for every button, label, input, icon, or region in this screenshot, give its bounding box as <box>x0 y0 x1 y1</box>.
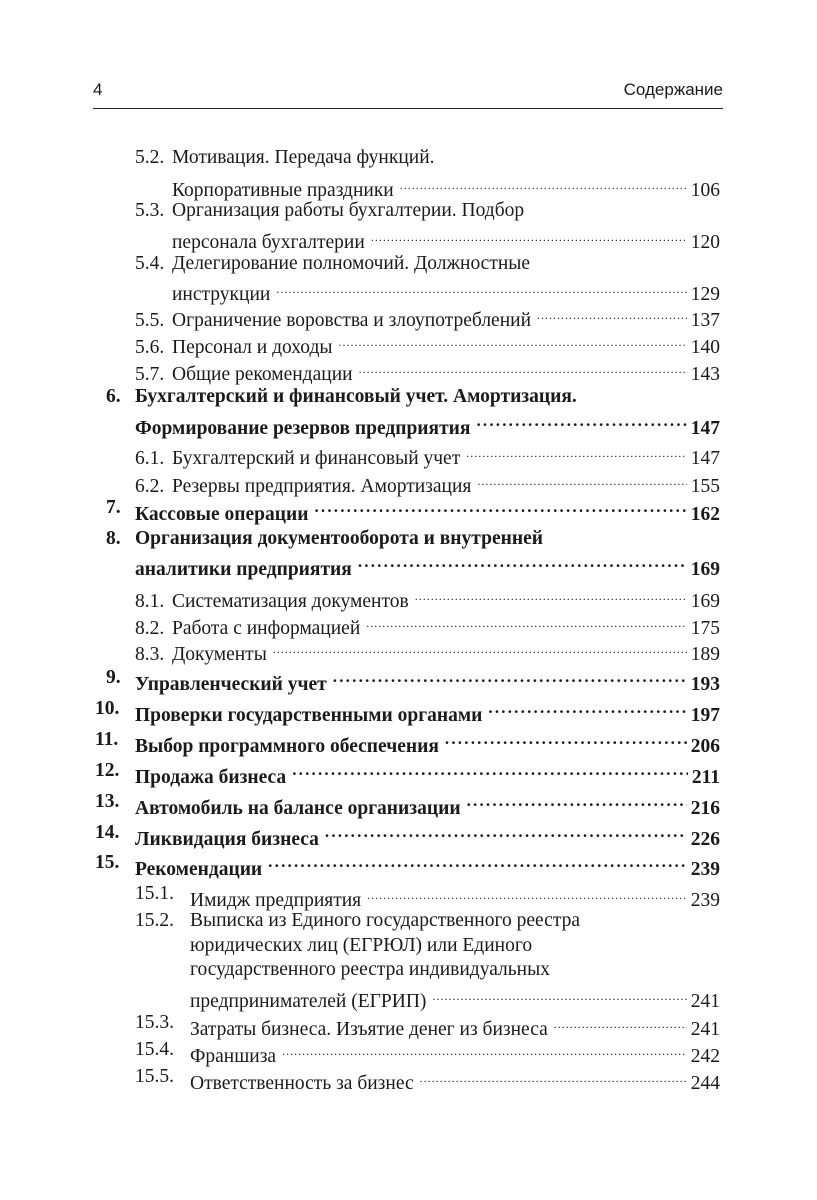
entry-number: 5.7. <box>135 364 165 385</box>
entry-number: 8.2. <box>135 618 165 639</box>
chapter-title: Формирование резервов предприятия <box>135 418 471 439</box>
dot-leader <box>477 468 686 492</box>
dot-leader <box>420 1065 687 1089</box>
dot-leader <box>432 983 686 1007</box>
entry-page: 175 <box>690 618 720 639</box>
entry-page: 169 <box>690 591 720 612</box>
dot-leader <box>537 302 687 326</box>
entry-number: 15.3. <box>135 1012 174 1033</box>
dot-leader <box>282 1038 687 1062</box>
entry-number: 15.4. <box>135 1039 174 1060</box>
entry-page: 241 <box>690 1019 720 1040</box>
entry-title: государственного реестра индивидуальных <box>190 959 550 980</box>
entry-title: Персонал и доходы <box>172 337 333 358</box>
entry-title: Делегирование полномочий. Должностные <box>172 253 531 274</box>
entry-number: 15.5. <box>135 1066 174 1087</box>
page-header <box>93 80 723 106</box>
entry-title: Систематизация документов <box>172 591 409 612</box>
chapter-title: Продажа бизнеса <box>135 767 287 788</box>
chapter-title: Ликвидация бизнеса <box>135 829 319 850</box>
entry-page: 155 <box>690 476 720 497</box>
entry-page: 239 <box>690 890 720 911</box>
chapter-title: Выбор программного обеспечения <box>135 736 439 757</box>
dot-leader <box>415 583 687 607</box>
chapter-page: 147 <box>690 418 720 439</box>
chapter-page: 239 <box>690 859 720 880</box>
entry-page: 143 <box>690 364 720 385</box>
dot-leader <box>371 224 687 248</box>
dot-leader <box>366 610 686 634</box>
chapter-page: 193 <box>690 674 720 695</box>
chapter-title: Кассовые операции <box>135 504 309 525</box>
entry-title: Ограничение воровства и злоупотреблений <box>172 310 532 331</box>
entry-title: Резервы предприятия. Амортизация <box>172 476 472 497</box>
entry-number: 15.1. <box>135 883 174 904</box>
entry-title: Документы <box>172 644 267 665</box>
dot-leader <box>367 882 687 906</box>
running-title: Содержание <box>623 80 723 99</box>
dot-leader <box>359 356 687 380</box>
chapter-title: Управленческий учет <box>135 674 327 695</box>
dot-leader <box>333 666 687 690</box>
page-number: 4 <box>93 80 103 99</box>
dot-leader <box>325 821 687 845</box>
header-rule <box>93 108 723 109</box>
entry-page: 129 <box>690 284 720 305</box>
chapter-number: 14. <box>95 822 120 843</box>
chapter-title: Рекомендации <box>135 859 263 880</box>
entry-page: 147 <box>690 448 720 469</box>
dot-leader <box>488 697 686 721</box>
toc-entry <box>135 440 720 471</box>
entry-number: 6.2. <box>135 476 165 497</box>
entry-title: Имидж предприятия <box>190 890 362 911</box>
chapter-title: Проверки государственными органами <box>135 705 483 726</box>
entry-title: Работа с информацией <box>172 618 361 639</box>
entry-title: Корпоративные праздники <box>172 180 394 201</box>
dot-leader <box>400 172 687 196</box>
entry-title: Выписка из Единого государственного реестра <box>190 910 580 931</box>
entry-title: персонала бухгалтерии <box>172 232 365 253</box>
toc-entry <box>135 636 720 667</box>
chapter-number: 8. <box>106 528 121 549</box>
chapter-page: 211 <box>691 767 720 788</box>
dot-leader <box>268 851 687 875</box>
dot-leader <box>338 329 686 353</box>
entry-number: 5.5. <box>135 310 165 331</box>
entry-page: 120 <box>690 232 720 253</box>
entry-title: Общие рекомендации <box>172 364 353 385</box>
entry-number: 8.1. <box>135 591 165 612</box>
dot-leader <box>273 636 687 660</box>
chapter-page: 226 <box>690 829 720 850</box>
entry-page: 242 <box>690 1046 720 1067</box>
entry-number: 5.2. <box>135 147 165 168</box>
entry-title: предпринимателей (ЕГРИП) <box>190 991 427 1012</box>
chapter-number: 15. <box>95 852 120 873</box>
chapter-number: 13. <box>95 791 120 812</box>
entry-title: Ответственность за бизнес <box>190 1073 414 1094</box>
entry-title: юридических лиц (ЕГРЮЛ) или Единого <box>190 935 533 956</box>
entry-title: Бухгалтерский и финансовый учет <box>172 448 461 469</box>
dot-leader <box>276 276 686 300</box>
dot-leader <box>554 1011 687 1035</box>
chapter-number: 11. <box>95 729 119 750</box>
entry-number: 5.3. <box>135 200 165 221</box>
chapter-number: 7. <box>106 497 121 518</box>
chapter-number: 6. <box>106 386 121 407</box>
toc-entry <box>135 356 720 387</box>
entry-page: 137 <box>690 310 720 331</box>
chapter-page: 197 <box>690 705 720 726</box>
entry-title: Организация работы бухгалтерии. Подбор <box>172 200 525 221</box>
entry-page: 189 <box>690 644 720 665</box>
entry-number: 5.6. <box>135 337 165 358</box>
entry-title: Франшиза <box>190 1046 277 1067</box>
entry-number: 6.1. <box>135 448 165 469</box>
dot-leader <box>467 790 687 814</box>
chapter-title: Автомобиль на балансе организации <box>135 798 461 819</box>
entry-page: 241 <box>690 991 720 1012</box>
entry-page: 106 <box>690 180 720 201</box>
dot-leader <box>445 728 687 752</box>
chapter-number: 10. <box>95 698 120 719</box>
dot-leader <box>358 551 687 575</box>
chapter-number: 9. <box>106 667 121 688</box>
chapter-page: 169 <box>690 559 720 580</box>
entry-title: Затраты бизнеса. Изъятие денег из бизнеса <box>190 1019 548 1040</box>
chapter-title: Бухгалтерский и финансовый учет. Амортизация. <box>135 386 577 407</box>
entry-number: 5.4. <box>135 253 165 274</box>
entry-page: 140 <box>690 337 720 358</box>
entry-number: 8.3. <box>135 644 165 665</box>
chapter-page: 206 <box>690 736 720 757</box>
chapter-title: Организация документооборота и внутренней <box>135 528 543 549</box>
chapter-page: 216 <box>690 798 720 819</box>
chapter-number: 12. <box>95 760 120 781</box>
chapter-title: аналитики предприятия <box>135 559 352 580</box>
dot-leader <box>314 496 686 520</box>
toc-entry <box>135 468 720 499</box>
dot-leader <box>476 410 686 434</box>
dot-leader <box>466 440 687 464</box>
entry-page: 244 <box>690 1073 720 1094</box>
entry-title: Мотивация. Передача функций. <box>172 147 435 168</box>
entry-title: инструкции <box>172 284 271 305</box>
chapter-page: 162 <box>690 504 720 525</box>
dot-leader <box>292 759 688 783</box>
entry-number: 15.2. <box>135 910 174 931</box>
